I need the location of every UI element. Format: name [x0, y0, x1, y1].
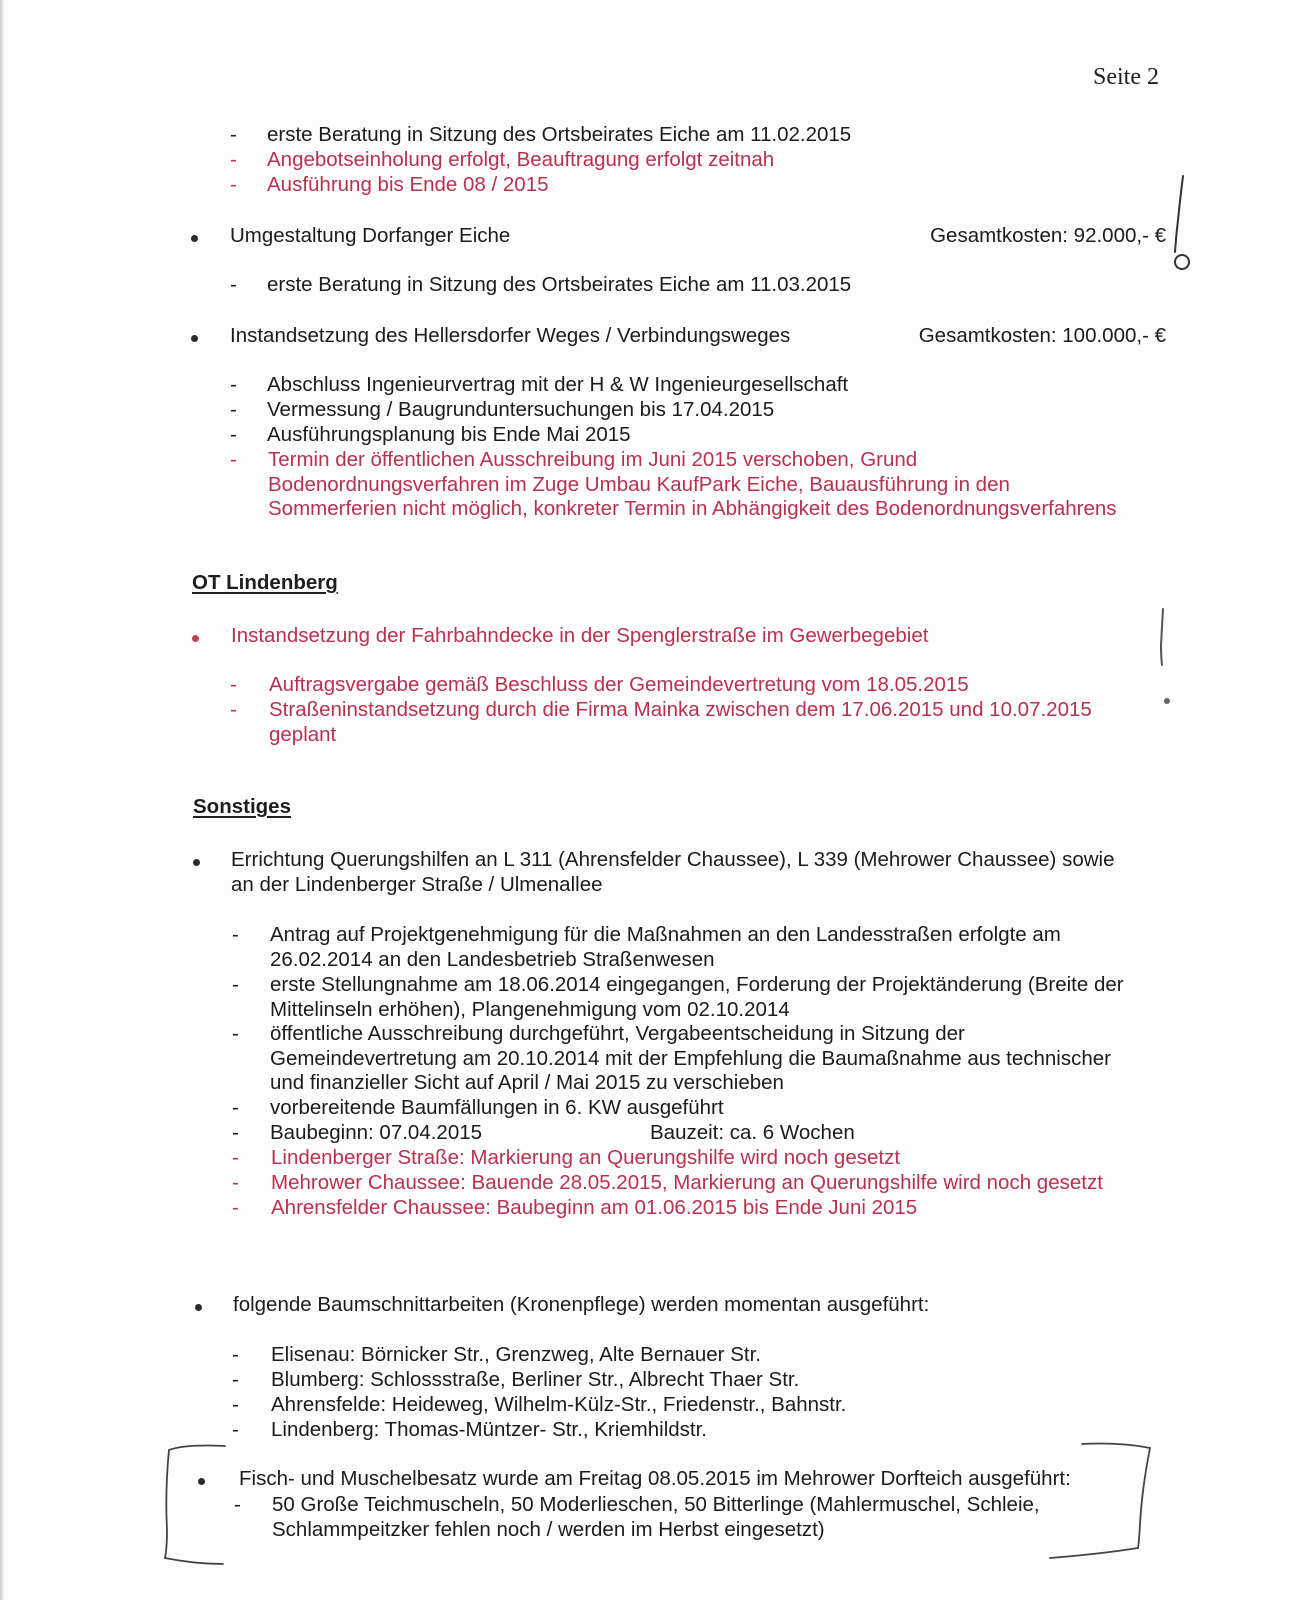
- dash-marker: -: [230, 123, 237, 146]
- project-title: Umgestaltung Dorfanger Eiche: [230, 224, 511, 247]
- section-heading: Sonstiges: [193, 795, 291, 818]
- project-title: folgende Baumschnittarbeiten (Kronenpflege) werden momentan ausgeführt:: [233, 1293, 930, 1316]
- list-item-line: Antrag auf Projektgenehmigung für die Maßnahmen an den Landesstraßen erfolgte am: [270, 923, 1061, 946]
- list-item: Mehrower Chaussee: Bauende 28.05.2015, Markierung an Querungshilfe wird noch gesetzt: [271, 1171, 1103, 1194]
- project-title: Instandsetzung der Fahrbahndecke in der Spenglerstraße im Gewerbegebiet: [231, 624, 929, 647]
- list-item: Lindenberg: Thomas-Müntzer- Str., Kriemhildstr.: [271, 1418, 707, 1441]
- project-title: Instandsetzung des Hellersdorfer Weges / Verbindungsweges: [230, 324, 791, 347]
- dash-marker: -: [230, 698, 237, 721]
- list-item: Ahrensfelde: Heideweg, Wilhelm-Külz-Str., Friedenstr., Bahnstr.: [271, 1393, 847, 1416]
- bullet: [195, 1304, 202, 1311]
- list-item: Abschluss Ingenieurvertrag mit der H & W Ingenieurgesellschaft: [267, 373, 849, 396]
- dash-marker: -: [232, 1121, 239, 1144]
- project-title-line: Errichtung Querungshilfen an L 311 (Ahrensfelder Chaussee), L 339 (Mehrower Chaussee) sowie: [231, 848, 1115, 871]
- bullet: [191, 335, 198, 342]
- project-cost: Gesamtkosten: 92.000,- €: [930, 224, 1166, 247]
- dash-marker: -: [232, 1343, 239, 1366]
- dash-marker: -: [232, 923, 239, 946]
- list-item-line: Sommerferien nicht möglich, konkreter Termin in Abhängigkeit des Bodenordnungsverfahrens: [268, 497, 1117, 520]
- list-item-line: 50 Große Teichmuscheln, 50 Moderlieschen, 50 Bitterlinge (Mahlermuschel, Schleie,: [272, 1493, 1040, 1516]
- project-cost: Gesamtkosten: 100.000,- €: [918, 324, 1166, 347]
- dash-marker: -: [232, 1393, 239, 1416]
- list-item-line: vorbereitende Baumfällungen in 6. KW ausgeführt: [270, 1096, 724, 1119]
- list-item: Lindenberger Straße: Markierung an Querungshilfe wird noch gesetzt: [271, 1146, 901, 1169]
- handwritten-bracket-right: [1040, 1438, 1160, 1568]
- page-number: Seite 2: [1093, 64, 1159, 90]
- list-item: Ausführung bis Ende 08 / 2015: [267, 173, 549, 196]
- list-item-line: geplant: [269, 723, 337, 746]
- dash-marker: -: [234, 1493, 241, 1516]
- dash-marker: -: [230, 448, 237, 471]
- section-heading: OT Lindenberg: [192, 571, 338, 594]
- handwritten-bracket-left: [155, 1440, 235, 1570]
- list-item: Auftragsvergabe gemäß Beschluss der Gemeindevertretung vom 18.05.2015: [269, 673, 969, 696]
- dash-marker: -: [232, 1146, 239, 1169]
- list-item-line: Bodenordnungsverfahren im Zuge Umbau KaufPark Eiche, Bauausführung in den: [268, 473, 1010, 496]
- dash-marker: -: [232, 1171, 239, 1194]
- list-item-line: 26.02.2014 an den Landesbetrieb Straßenwesen: [270, 948, 715, 971]
- list-item: Elisenau: Börnicker Str., Grenzweg, Alte Bernauer Str.: [271, 1343, 761, 1366]
- list-item: Ausführungsplanung bis Ende Mai 2015: [267, 423, 631, 446]
- list-item: Ahrensfelder Chaussee: Baubeginn am 01.06.2015 bis Ende Juni 2015: [271, 1196, 918, 1219]
- dash-marker: -: [230, 673, 237, 696]
- list-item: Straßeninstandsetzung durch die Firma Mainka zwischen dem 17.06.2015 und 10.07.2015: [269, 698, 1092, 721]
- list-item: erste Beratung in Sitzung des Ortsbeirates Eiche am 11.03.2015: [267, 273, 852, 296]
- list-item-line: und finanzieller Sicht auf April / Mai 2015 zu verschieben: [270, 1071, 784, 1094]
- dash-marker: -: [230, 148, 237, 171]
- list-item-line: Gemeindevertretung am 20.10.2014 mit der Empfehlung die Baumaßnahme aus technischer: [270, 1047, 1111, 1070]
- dash-marker: -: [230, 373, 237, 396]
- dash-marker: -: [230, 398, 237, 421]
- dash-marker: -: [232, 1096, 239, 1119]
- handwritten-check-mark: [1160, 170, 1200, 280]
- dash-marker: -: [232, 1368, 239, 1391]
- scan-edge: [0, 0, 4, 1600]
- dash-marker: -: [230, 423, 237, 446]
- dash-marker: -: [232, 1022, 239, 1045]
- list-item: Angebotseinholung erfolgt, Beauftragung erfolgt zeitnah: [267, 148, 775, 171]
- dash-marker: -: [232, 1418, 239, 1441]
- list-item: Blumberg: Schlossstraße, Berliner Str., Albrecht Thaer Str.: [271, 1368, 800, 1391]
- list-item-line: erste Stellungnahme am 18.06.2014 eingegangen, Forderung der Projektänderung (Breite der: [270, 973, 1124, 996]
- bullet: [191, 235, 198, 242]
- list-item-line: Schlammpeitzker fehlen noch / werden im Herbst eingesetzt): [272, 1518, 825, 1541]
- bullet: [192, 635, 199, 642]
- list-item-line: Termin der öffentlichen Ausschreibung im Juni 2015 verschoben, Grund: [268, 448, 918, 471]
- project-title-line: an der Lindenberger Straße / Ulmenallee: [231, 873, 603, 896]
- list-item: Vermessung / Baugrunduntersuchungen bis 17.04.2015: [267, 398, 775, 421]
- list-item: erste Beratung in Sitzung des Ortsbeirates Eiche am 11.02.2015: [267, 123, 852, 146]
- project-title: Fisch- und Muschelbesatz wurde am Freitag 08.05.2015 im Mehrower Dorfteich ausgeführt:: [239, 1467, 1071, 1490]
- dash-marker: -: [230, 273, 237, 296]
- list-item-line: öffentliche Ausschreibung durchgeführt, Vergabeentscheidung in Sitzung der: [270, 1022, 965, 1045]
- baubeginn-text: Baubeginn: 07.04.2015: [270, 1121, 483, 1144]
- dash-marker: -: [230, 173, 237, 196]
- dash-marker: -: [232, 973, 239, 996]
- dash-marker: -: [232, 1196, 239, 1219]
- handwritten-check-mark: [1150, 605, 1180, 715]
- bullet: [193, 859, 200, 866]
- bauzeit-text: Bauzeit: ca. 6 Wochen: [650, 1121, 855, 1144]
- list-item-line: Mittelinseln erhöhen), Plangenehmigung vom 02.10.2014: [270, 998, 790, 1021]
